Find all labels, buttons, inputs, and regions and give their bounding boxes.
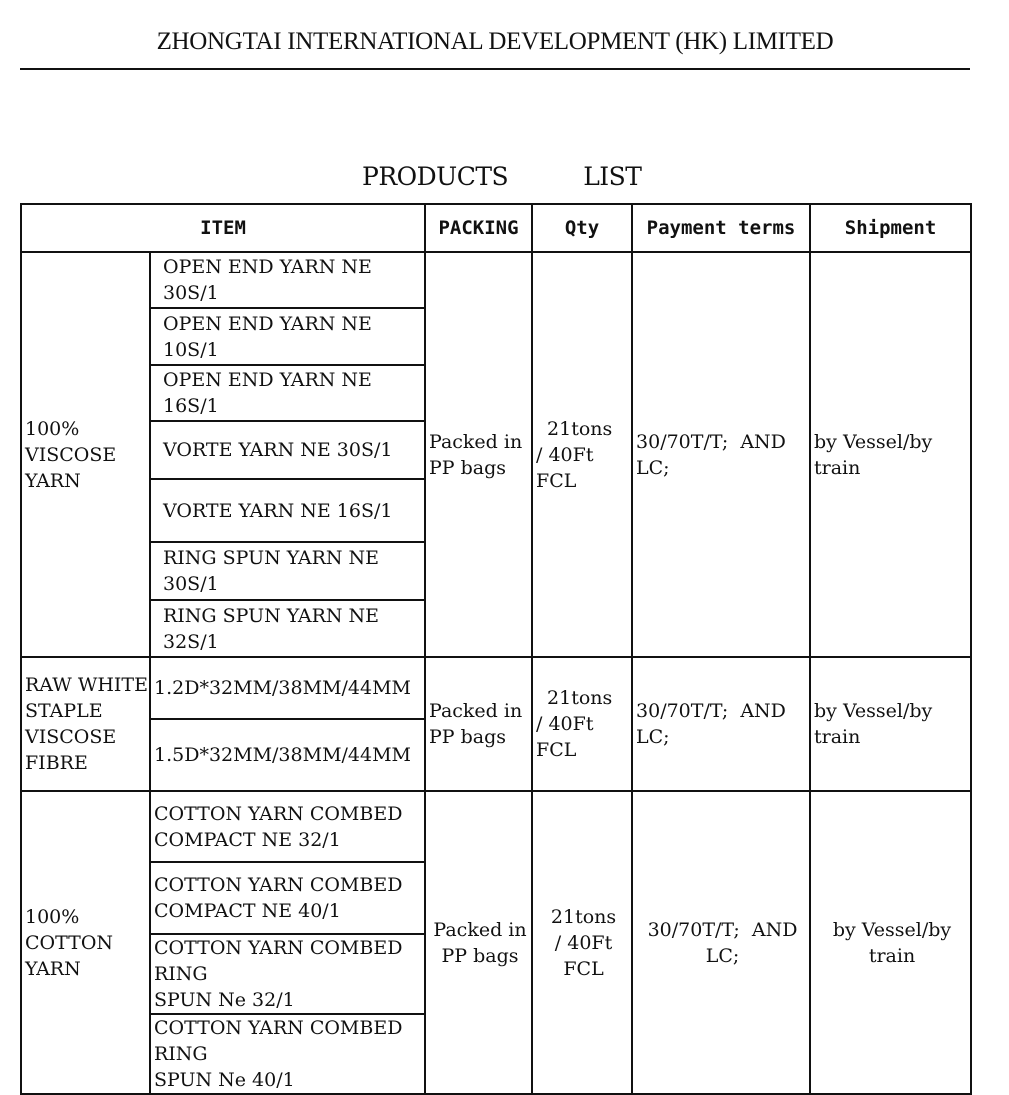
group-name-viscose-yarn: 100% VISCOSE YARN	[21, 252, 150, 657]
item-cell: OPEN END YARN NE 16S/1	[150, 365, 425, 421]
group-name-cotton-yarn: 100% COTTON YARN	[21, 791, 150, 1094]
item-cell: COTTON YARN COMBED COMPACT NE 40/1	[150, 862, 425, 934]
title-word-products: PRODUCTS	[362, 162, 509, 191]
payment-terms-cell: 30/70T/T; AND LC;	[632, 657, 810, 791]
item-cell: COTTON YARN COMBED RING SPUN Ne 32/1	[150, 934, 425, 1014]
table-row	[21, 252, 971, 308]
item-cell: RING SPUN YARN NE 32S/1	[150, 600, 425, 657]
item-cell: COTTON YARN COMBED RING SPUN Ne 40/1	[150, 1014, 425, 1094]
item-cell: COTTON YARN COMBED COMPACT NE 32/1	[150, 791, 425, 862]
table-header-row	[21, 204, 971, 252]
item-cell: RING SPUN YARN NE 30S/1	[150, 542, 425, 600]
table-row	[21, 657, 971, 719]
packing-cell: Packed in PP bags	[425, 791, 532, 1094]
packing-cell: Packed in PP bags	[425, 252, 532, 657]
table-row	[21, 791, 971, 862]
payment-terms-cell: 30/70T/T; AND LC;	[632, 252, 810, 657]
shipment-cell: by Vessel/by train	[810, 657, 971, 791]
qty-cell: 21tons / 40Ft FCL	[532, 252, 632, 657]
item-cell: OPEN END YARN NE 30S/1	[150, 252, 425, 308]
col-header-packing: PACKING	[425, 204, 532, 252]
products-table	[20, 203, 972, 1095]
item-cell: 1.2D*32MM/38MM/44MM	[150, 657, 425, 719]
item-cell: VORTE YARN NE 16S/1	[150, 479, 425, 542]
qty-cell: 21tons / 40Ft FCL	[532, 791, 632, 1094]
company-name: ZHONGTAI INTERNATIONAL DEVELOPMENT (HK) LIMITED	[156, 28, 834, 55]
title-word-list: LIST	[583, 162, 642, 191]
qty-cell: 21tons / 40Ft FCL	[532, 657, 632, 791]
payment-terms-cell: 30/70T/T; AND LC;	[632, 791, 810, 1094]
group-name-staple-fibre: RAW WHITE STAPLE VISCOSE FIBRE	[21, 657, 150, 791]
col-header-shipment: Shipment	[810, 204, 971, 252]
shipment-cell: by Vessel/by train	[810, 252, 971, 657]
item-cell: OPEN END YARN NE 10S/1	[150, 308, 425, 365]
page-title	[362, 162, 641, 191]
col-header-item: ITEM	[21, 204, 425, 252]
shipment-cell: by Vessel/by train	[810, 791, 971, 1094]
packing-cell: Packed in PP bags	[425, 657, 532, 791]
col-header-qty: Qty	[532, 204, 632, 252]
item-cell: 1.5D*32MM/38MM/44MM	[150, 719, 425, 791]
item-cell: VORTE YARN NE 30S/1	[150, 421, 425, 479]
col-header-payment-terms: Payment terms	[632, 204, 810, 252]
header-divider	[20, 68, 970, 70]
